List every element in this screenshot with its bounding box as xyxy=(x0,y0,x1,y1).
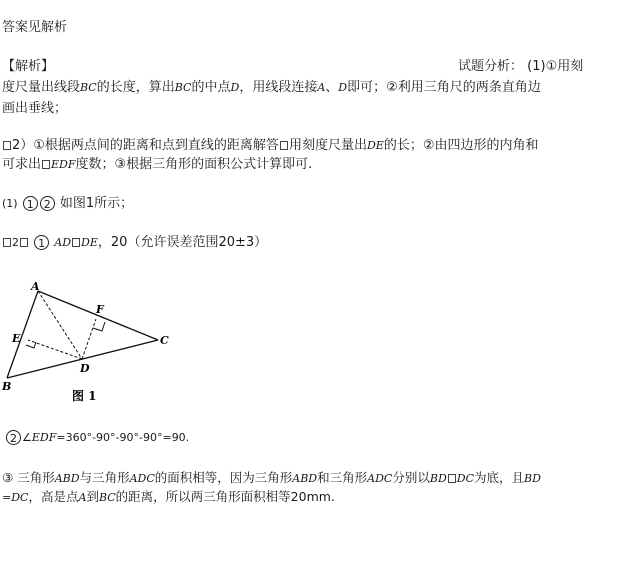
answer1-text: 如图1所示； xyxy=(59,196,134,211)
line5-text-b: 度数；③根据三角形的面积公式计算即可. xyxy=(75,157,313,172)
var-bd: BD xyxy=(429,472,447,485)
circled-number-3: ③ xyxy=(2,470,14,485)
var-edf: EDF xyxy=(31,431,57,444)
angle-symbol: ∠ xyxy=(22,431,32,444)
label-c: C xyxy=(160,334,169,347)
line2-text-a: 度尺量出线段 xyxy=(2,80,81,95)
line2-text-e: 即可；②利用三角尺的两条直角边 xyxy=(347,80,541,95)
text-a: 三角形 xyxy=(13,470,55,485)
equals-sign: = xyxy=(2,491,12,504)
line4-text-b: 用刻度尺量出 xyxy=(288,138,367,153)
part1-intro: ①用刻 xyxy=(545,59,584,74)
analysis-line-2 xyxy=(2,80,541,96)
var-bd: BD xyxy=(524,472,541,485)
answer-1 xyxy=(2,196,133,212)
label-a: A xyxy=(31,280,40,293)
analysis-line-4 xyxy=(2,138,538,154)
analysis-tag: 【解析】 xyxy=(2,59,55,74)
text-b: 与三角形 xyxy=(79,470,130,485)
figure-caption: 图 1 xyxy=(72,389,97,403)
analysis-line-5 xyxy=(2,157,312,173)
text-f: 为底，且 xyxy=(474,470,525,485)
text-i: 到 xyxy=(86,489,99,504)
missing-glyph-icon xyxy=(72,238,80,247)
median-ad xyxy=(38,291,82,359)
missing-glyph-icon xyxy=(448,474,456,483)
var-a: A xyxy=(78,491,87,504)
line5-text-a: 可求出 xyxy=(2,157,42,172)
label-b: B xyxy=(2,380,12,393)
var-abd: ABD xyxy=(54,472,80,485)
var-bc: BC xyxy=(174,81,192,94)
answer-header: 答案见解析 xyxy=(2,20,68,35)
analysis-line-1 xyxy=(458,59,583,75)
text-d: 和三角形 xyxy=(317,470,368,485)
circled-number-1: 1 xyxy=(23,196,38,211)
missing-glyph-icon xyxy=(3,238,11,247)
analysis-label: 试题分析： xyxy=(458,59,524,74)
answer2-number: 2 xyxy=(12,236,19,249)
label-e: E xyxy=(12,332,21,345)
line4-text-a: 2）①根据两点间的距离和点到直线的距离解答 xyxy=(12,138,279,153)
var-de: DE xyxy=(81,236,98,249)
var-ad: AD xyxy=(54,236,72,249)
var-a: A xyxy=(317,81,326,94)
answer-2-2 xyxy=(5,430,189,446)
circled-number-2: 2 xyxy=(6,430,21,445)
angle-formula: =360°-90°-90°-90°=90. xyxy=(56,431,190,444)
part1-number: (1) xyxy=(527,59,546,74)
text-j: 的距离，所以两三角形面积相等20mm. xyxy=(115,489,335,504)
var-bc: BC xyxy=(80,81,97,94)
right-angle-e xyxy=(26,342,36,348)
missing-glyph-icon xyxy=(280,141,288,150)
var-adc: ADC xyxy=(367,472,393,485)
text-e: 分别以 xyxy=(392,470,430,485)
var-dc: DC xyxy=(11,491,29,504)
label-d: D xyxy=(80,362,90,375)
missing-glyph-icon xyxy=(3,141,11,150)
var-d: D xyxy=(338,81,348,94)
var-bc: BC xyxy=(98,491,116,504)
missing-glyph-icon xyxy=(20,238,28,247)
var-dc: DC xyxy=(456,472,475,485)
line2-text-d: ，用线段连接 xyxy=(239,80,318,95)
analysis-line-3: 画出垂线； xyxy=(2,101,68,116)
separator: 、 xyxy=(325,80,339,95)
circled-number-1: 1 xyxy=(34,235,49,250)
answer-2-3-line-1 xyxy=(2,470,541,487)
label-f: F xyxy=(96,303,104,316)
var-edf: EDF xyxy=(51,158,76,171)
answer-2-1 xyxy=(2,235,267,251)
answer-2-3-line-2 xyxy=(2,489,335,506)
var-adc: ADC xyxy=(129,472,155,485)
answer2-value: ，20（允许误差范围20±3） xyxy=(97,235,268,250)
text-h: ，高是点 xyxy=(28,489,79,504)
line4-text-c: 的长；②由四边形的内角和 xyxy=(383,138,539,153)
line2-text-b: 的长度，算出 xyxy=(96,80,175,95)
perpendicular-df xyxy=(82,319,96,359)
text-c: 的面积相等，因为三角形 xyxy=(154,470,293,485)
answer1-number: (1) xyxy=(2,197,18,210)
missing-glyph-icon xyxy=(42,160,50,169)
var-d: D xyxy=(230,81,240,94)
var-abd: ABD xyxy=(292,472,318,485)
line2-text-c: 的中点 xyxy=(191,80,231,95)
circled-number-2: 2 xyxy=(40,196,55,211)
figure-1-triangle xyxy=(0,278,190,408)
var-de: DE xyxy=(366,139,384,152)
